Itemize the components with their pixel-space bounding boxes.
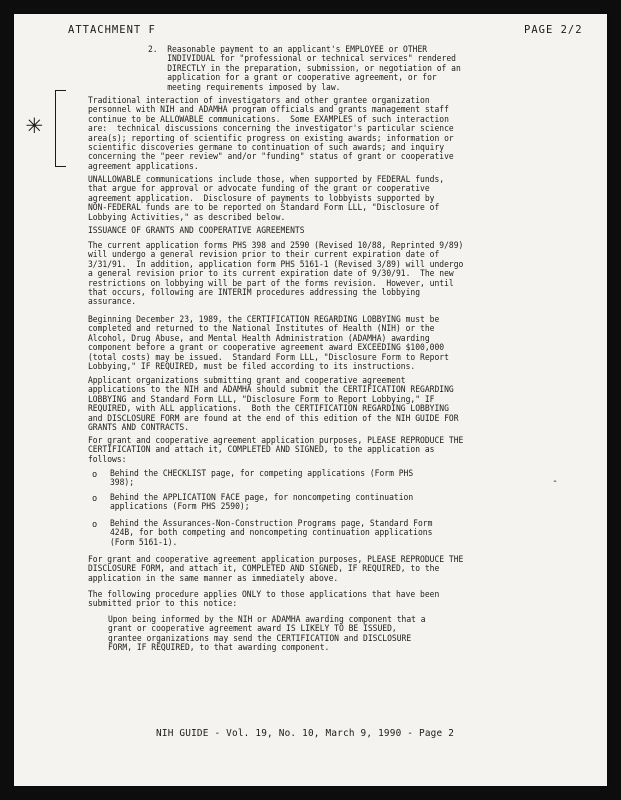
bullet-marker: o: [92, 520, 98, 530]
paragraph-for-grant-disclosure: For grant and cooperative agreement application purposes, PLEASE REPRODUCE THE DISCLOSURE FORM, and attach it, COMPLETED AND SIGNED, IF REQUIRED, to the application in the same manner as immediately above.: [88, 555, 464, 584]
attachment-label: ATTACHMENT F: [68, 24, 156, 36]
paragraph-beginning: Beginning December 23, 1989, the CERTIFICATION REGARDING LOBBYING must be completed and returned to the National Institutes of Health (NIH) or the Alcohol, Drug Abuse, and Mental Health Administration (ADAMHA) awarding component before a grant or cooperative agreement award EXCEEDING $100,000 (total costs) may be issued. Standard Form LLL, "Disclosure Form to Report Lobbying," IF REQUIRED, must be filed according to its instructions.: [88, 315, 449, 373]
paragraph-upon-informed: Upon being informed by the NIH or ADAMHA awarding component that a grant or cooperative agreement award IS LIKELY TO BE ISSUED, grantee organizations may send the CERTIFICATION and DISCLOSURE FORM, IF REQUIRED, to that awarding component.: [108, 615, 426, 654]
bullet-item: Behind the APPLICATION FACE page, for noncompeting continuation applications (Form PHS 2590);: [110, 493, 414, 513]
page-footer: NIH GUIDE - Vol. 19, No. 10, March 9, 1990 - Page 2: [156, 728, 455, 739]
paragraph-applicant: Applicant organizations submitting grant and cooperative agreement applications to the NIH and ADAMHA should submit the CERTIFICATION REGARDING LOBBYING and Standard Form LLL, "Disclosure Form to Report Lobbying," IF REQUIRED, with ALL applications. Both the CERTIFICATION REGARDING LOBBYING and DISCLOSURE FORM are found at the end of this edition of the NIH GUIDE FOR GRANTS AND CONTRACTS.: [88, 376, 459, 434]
margin-bracket: [55, 90, 66, 167]
page-number: PAGE 2/2: [524, 24, 583, 36]
item-2-text: 2. Reasonable payment to an applicant's EMPLOYEE or OTHER INDIVIDUAL for "professional or technical services" rendered DIRECTLY in the preparation, submission, or negotiation of an application for a grant or cooperative agreement, or for meeting requirements imposed by law.: [148, 45, 461, 93]
stray-dash-mark: -: [552, 476, 559, 487]
asterisk-marker-icon: ✳: [26, 107, 43, 140]
paragraph-traditional: Traditional interaction of investigators and other grantee organization personnel with NIH and ADAMHA program officials and grants management staff continue to be ALLOWABLE communications. Some EXAMPLES of such interaction are: technical discussions concerning the investigator's particular science area(s); reporting of scientific progress on existing awards; information or scientific discoveries germane to continuation of such awards; and inquiry concerning the "peer review" and/or "funding" status of grant or cooperative agreement applications.: [88, 96, 454, 172]
bullet-item: Behind the Assurances-Non-Construction Programs page, Standard Form 424B, for both competing and noncompeting continuation applications (Form 5161-1).: [110, 519, 433, 548]
paragraph-for-grant-certification: For grant and cooperative agreement application purposes, PLEASE REPRODUCE THE CERTIFICATION and attach it, COMPLETED AND SIGNED, to the application as follows:: [88, 436, 464, 465]
heading-issuance: ISSUANCE OF GRANTS AND COOPERATIVE AGREEMENTS: [88, 226, 305, 236]
bullet-marker: o: [92, 494, 98, 504]
paragraph-current-forms: The current application forms PHS 398 and 2590 (Revised 10/88, Reprinted 9/89) will undergo a general revision prior to their current expiration date of 3/31/91. In addition, application form PHS 5161-1 (Revised 3/89) will undergo a general revision prior to its current expiration date of 9/30/91. The new restrictions on lobbying will be part of the forms revision. However, until that occurs, following are INTERIM procedures addressing the lobbying assurance.: [88, 241, 464, 308]
bullet-marker: o: [92, 470, 98, 480]
bullet-item: Behind the CHECKLIST page, for competing applications (Form PHS 398);: [110, 469, 414, 489]
paragraph-unallowable: UNALLOWABLE communications include those, when supported by FEDERAL funds, that argue for approval or advocate funding of the grant or cooperative agreement application. Disclosure of payments to lobbyists supported by NON-FEDERAL funds are to be reported on Standard Form LLL, "Disclosure of Lobbying Activities," as described below.: [88, 175, 445, 223]
paragraph-following-procedure: The following procedure applies ONLY to those applications that have been submitted prior to this notice:: [88, 590, 440, 610]
